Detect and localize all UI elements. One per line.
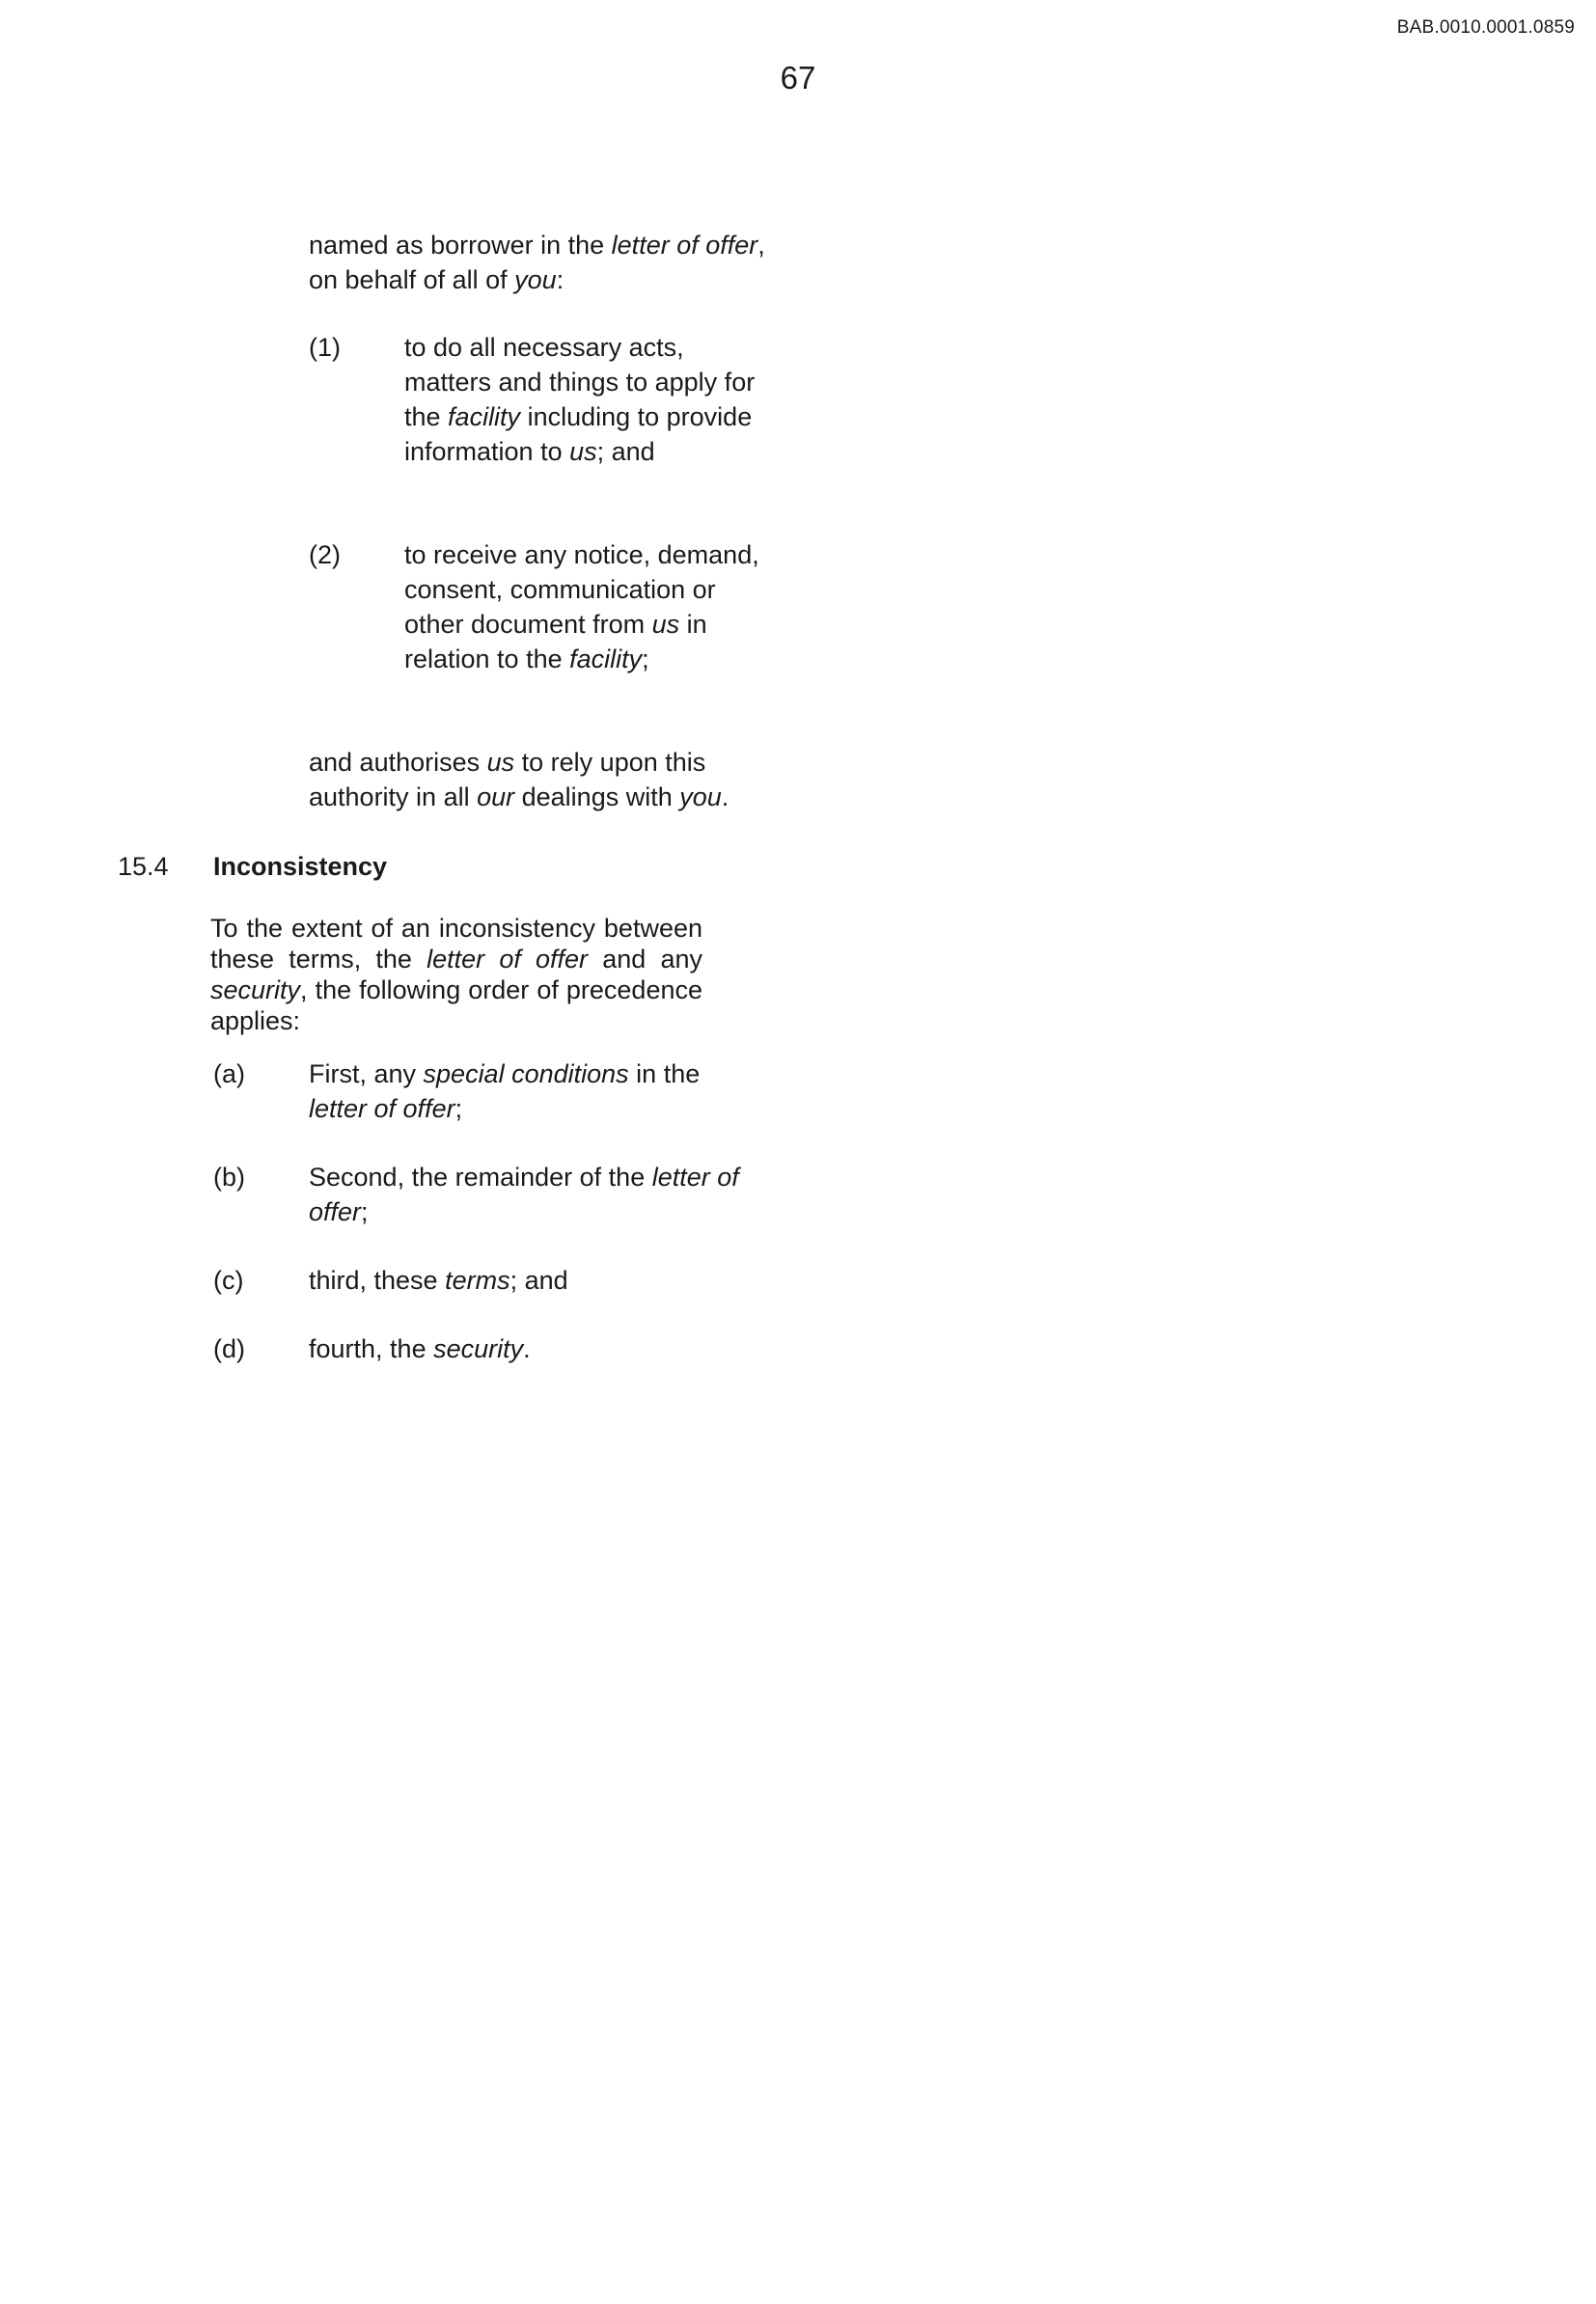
precedence-item-label: (c) (213, 1266, 244, 1295)
precedence-item-text: fourth, the security. (309, 1334, 531, 1363)
document-id: BAB.0010.0001.0859 (1396, 17, 1575, 38)
precedence-item-text: Second, the remainder of the letter of offer; (309, 1163, 739, 1226)
precedence-item-label: (b) (213, 1163, 245, 1192)
list-item-text: to receive any notice, demand, consent, communication or other document from us in relation to the facility; (404, 540, 759, 673)
section-paragraph: To the extent of an inconsistency between these terms, the letter of offer and any security, the following order of precedence applies: (210, 914, 702, 1035)
precedence-item-text: third, these terms; and (309, 1266, 568, 1295)
precedence-item-text: First, any special conditions in the letter of offer; (309, 1059, 701, 1123)
list-item-number: (1) (309, 333, 341, 362)
section-title: Inconsistency (213, 852, 388, 881)
page-number: 67 (780, 60, 816, 96)
precedence-item-label: (d) (213, 1334, 245, 1363)
list-item-number: (2) (309, 540, 341, 569)
closing-paragraph: and authorises us to rely upon this authority in all our dealings with you. (309, 748, 729, 811)
section-number: 15.4 (118, 852, 169, 881)
list-item-text: to do all necessary acts, matters and things to apply for the facility including to provide information to us; and (404, 333, 756, 466)
precedence-item-label: (a) (213, 1059, 245, 1088)
intro-paragraph: named as borrower in the letter of offer, on behalf of all of you: (309, 231, 765, 294)
